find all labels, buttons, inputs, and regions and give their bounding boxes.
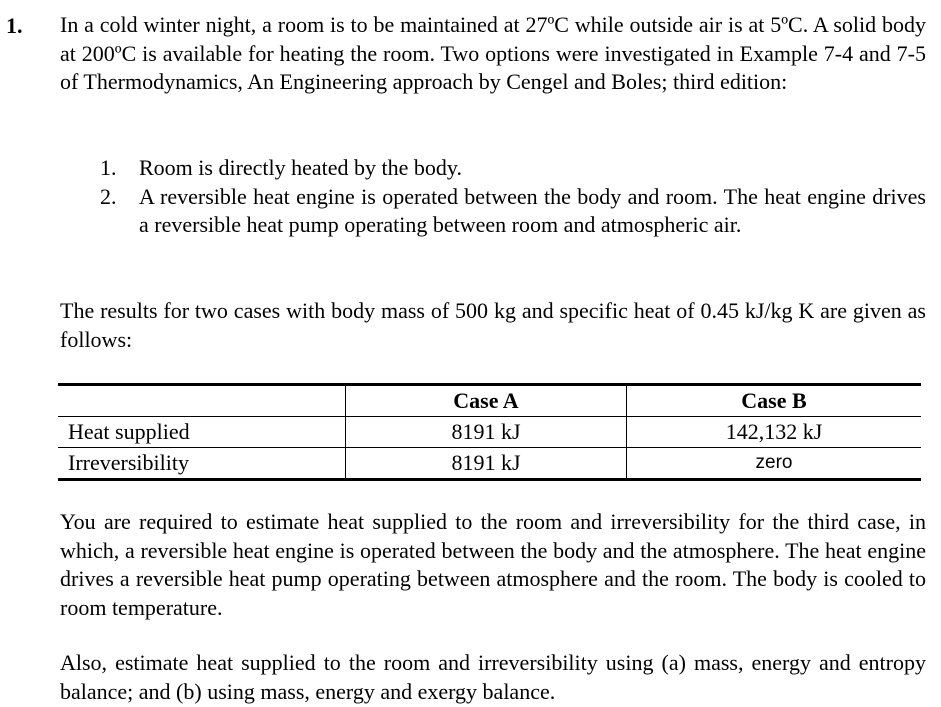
row-label: Irreversibility bbox=[58, 448, 346, 480]
option-text: Room is directly heated by the body. bbox=[139, 155, 463, 180]
option-number: 1. bbox=[100, 155, 117, 180]
option-item bbox=[100, 183, 926, 240]
case-b-value: 142,132 kJ bbox=[627, 417, 922, 448]
case-a-value: 8191 kJ bbox=[346, 417, 627, 448]
table-row bbox=[58, 417, 921, 448]
options-list bbox=[100, 154, 926, 240]
task-paragraph: You are required to estimate heat supplied to the room and irreversibility for the third case, in which, a reversible heat engine is operated between the body and the atmosphere. The heat engine drives a reversible heat pump operating between atmosphere and the room. The body is cooled to room temperature. bbox=[60, 509, 926, 620]
option-item bbox=[100, 154, 926, 183]
case-a-value: 8191 kJ bbox=[346, 448, 627, 480]
question-intro: In a cold winter night, a room is to be maintained at 27ºC while outside air is at 5ºC. A solid body at 200ºC is available for heating the room. Two options were investigated in Example 7-4 and 7-5 of Thermodynamics, An Engineering approach by Cengel and Boles; third edition: bbox=[60, 12, 926, 95]
case-b-value: zero bbox=[627, 448, 922, 480]
table-header-blank bbox=[58, 385, 346, 417]
row-label: Heat supplied bbox=[58, 417, 346, 448]
results-table bbox=[58, 383, 921, 481]
also-paragraph: Also, estimate heat supplied to the room and irreversibility using (a) mass, energy and entropy balance; and (b) using mass, energy and exergy balance. bbox=[60, 650, 926, 704]
table-header-row bbox=[58, 385, 921, 417]
results-intro: The results for two cases with body mass of 500 kg and specific heat of 0.45 kJ/kg K are given as follows: bbox=[60, 298, 926, 352]
option-text: A reversible heat engine is operated between the body and room. The heat engine drives a reversible heat pump operating between room and atmospheric air. bbox=[139, 183, 926, 238]
table-row bbox=[58, 448, 921, 480]
table-header-case-a: Case A bbox=[346, 385, 627, 417]
question-number: 1. bbox=[6, 13, 23, 38]
table-header-case-b: Case B bbox=[627, 385, 922, 417]
option-number: 2. bbox=[100, 183, 117, 209]
